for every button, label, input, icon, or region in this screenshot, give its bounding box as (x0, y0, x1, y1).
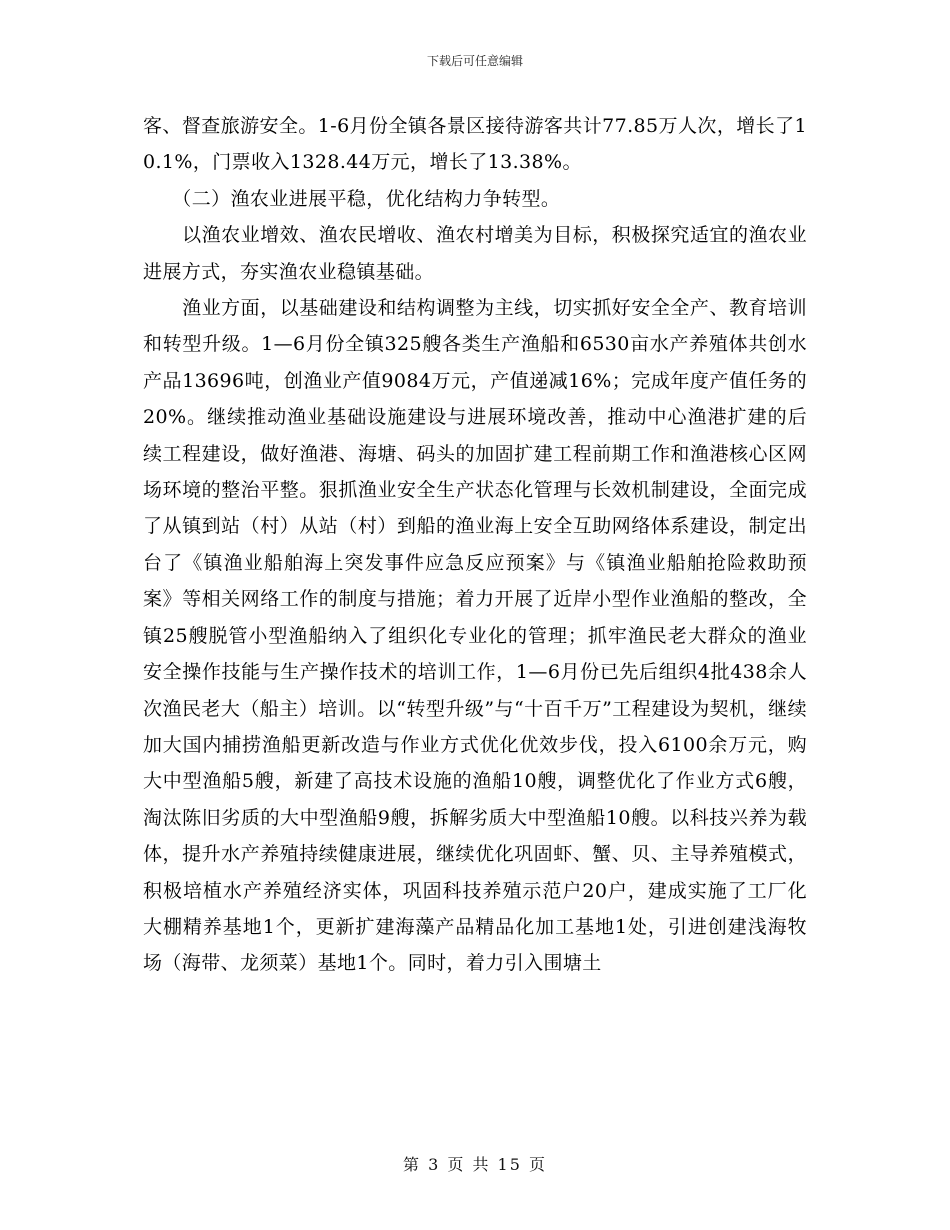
page-header-text: 下载后可任意编辑 (426, 54, 523, 68)
paragraph-agriculture-goal: 以渔农业增效、渔农民增收、渔农村增美为目标，积极探究适宜的渔农业进展方式，夯实渔农业稳镇基础。 (143, 224, 807, 283)
document-body (143, 108, 807, 982)
page-header (0, 54, 950, 68)
paragraph-tourism: 客、督查旅游安全。1-6月份全镇各景区接待游客共计77.85万人次，增长了10.1%，门票收入1328.44万元，增长了13.38%。 (143, 115, 807, 174)
page-footer (0, 1155, 950, 1175)
page-number: 第 3 页 共 15 页 (403, 1155, 547, 1174)
section-heading-agriculture: （二）渔农业进展平稳，优化结构力争转型。 (143, 187, 561, 210)
paragraph-fishery: 渔业方面，以基础建设和结构调整为主线，切实抓好安全全产、教育培训和转型升级。1—6月份全镇325艘各类生产渔船和6530亩水产养殖体共创水产品13696吨，创渔业产值9084万元，产值递减16%；完成年度产值任务的20%。继续推动渔业基础设施建设与进展环境改善，推动中心渔港扩建的后续工程建设，做好渔港、海塘、码头的加固扩建工程前期工作和渔港核心区网场环境的整治平整。狠抓渔业安全生产状态化管理与长效机制建设，全面完成了从镇到站（村）从站（村）到船的渔业海上安全互助网络体系建设，制定出台了《镇渔业船舶海上突发事件应急反应预案》与《镇渔业船舶抢险救助预案》等相关网络工作的制度与措施；着力开展了近岸小型作业渔船的整改，全镇25艘脱管小型渔船纳入了组织化专业化的管理；抓牢渔民老大群众的渔业安全操作技能与生产操作技术的培训工作，1—6月份已先后组织4批438余人次渔民老大（船主）培训。以“转型升级”与“十百千万”工程建设为契机，继续加大国内捕捞渔船更新改造与作业方式优化优效步伐，投入6100余万元，购大中型渔船5艘，新建了高技术设施的渔船10艘，调整优化了作业方式6艘，淘汰陈旧劣质的大中型渔船9艘，拆解劣质大中型渔船10艘。以科技兴养为载体，提升水产养殖持续健康进展，继续优化巩固虾、蟹、贝、主导养殖模式，积极培植水产养殖经济实体，巩固科技养殖示范户20户，建成实施了工厂化大棚精养基地1个，更新扩建海藻产品精品化加工基地1处，引进创建浅海牧场（海带、龙须菜）基地1个。同时，着力引入围塘土 (143, 297, 807, 975)
